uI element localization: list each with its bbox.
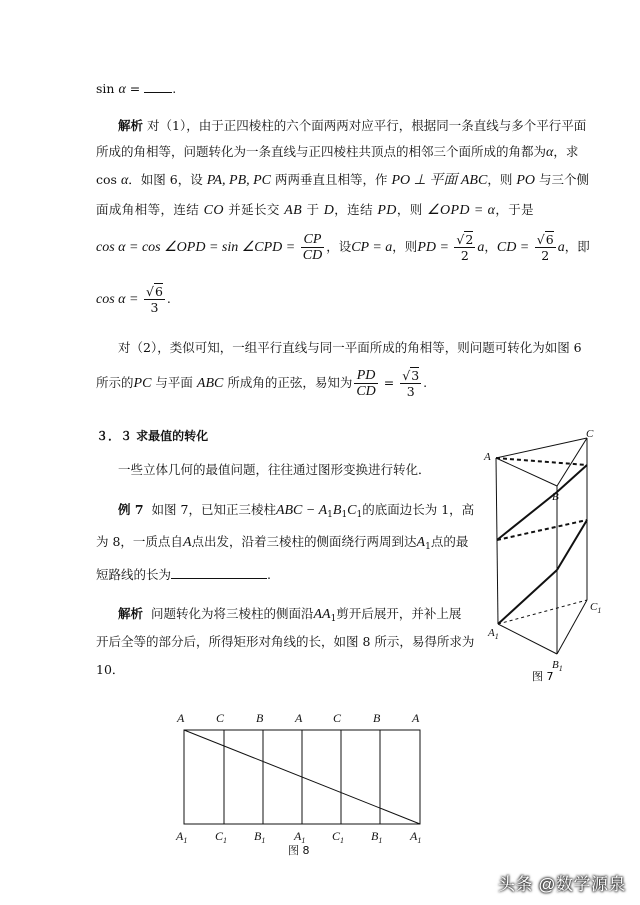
q-eq: = <box>125 81 145 96</box>
s7-l1c: 剪开后展开，并补上展 <box>336 606 462 621</box>
p1-l4k: ，于是 <box>495 202 535 217</box>
ex-l2a: 为 8，一质点自 <box>96 534 183 549</box>
answer-blank <box>144 80 172 93</box>
ex-sub1: 1 <box>327 510 333 520</box>
bottom-label: $A_1$ <box>176 829 188 845</box>
p2-l2d: ABC <box>196 376 224 391</box>
ex-l3b: . <box>267 567 271 582</box>
figure-7-caption: 图 7 <box>532 670 554 683</box>
section-intro-text: 一些立体几何的最值问题，往往通过图形变换进行转化． <box>118 462 431 477</box>
top-label: A <box>177 711 185 725</box>
label-C: C <box>586 428 594 440</box>
question-line <box>96 80 176 98</box>
p1-l5c: CP = a <box>351 240 393 255</box>
sqrt-6: √6 <box>536 232 554 247</box>
p1-l3g: PO <box>516 173 535 188</box>
top-label: A <box>412 711 420 725</box>
p1-l5h: CD = <box>496 240 533 255</box>
label-C1: $C_1$ <box>590 601 602 615</box>
sqrt-2: √2 <box>456 232 474 247</box>
p2-l2c: 与平面 <box>155 375 193 390</box>
frac-sqrt6-2 <box>535 232 556 263</box>
solution-line-2 <box>96 144 578 161</box>
s7-l1b: AA <box>313 607 331 622</box>
p1-l3c: PA, PB, PC <box>206 173 272 188</box>
frac-num: CP <box>301 232 324 248</box>
p2-l2a: 所示的 <box>96 375 134 390</box>
example-line-2 <box>96 534 468 555</box>
p1-l5d: ，则 <box>392 239 418 254</box>
p1-l5f: a <box>477 240 485 255</box>
s7-l2: 开后全等的部分后，所得矩形对角线的长，如图 8 所示，易得所求为 <box>96 634 475 649</box>
p2-l2e: 所成角的正弦，易知为 <box>227 375 353 390</box>
p1-l4j: ∠OPD = α <box>427 203 496 218</box>
frac-pd-cd <box>354 368 377 399</box>
ex-l1c: B <box>332 503 342 518</box>
ex-l3a: 短路线的长为 <box>96 567 172 582</box>
figure-7-prism <box>482 428 612 688</box>
p2-l2f: . <box>423 375 428 390</box>
top-label: B <box>256 711 264 725</box>
p1-alpha: α <box>546 145 554 160</box>
solution-line-1 <box>118 118 586 134</box>
p1-alpha-2: α <box>120 173 129 188</box>
sqrt-3: √3 <box>402 368 420 383</box>
bottom-label: $C_1$ <box>332 829 345 845</box>
bottom-label: $B_1$ <box>254 829 266 845</box>
solution-line-3 <box>96 172 589 189</box>
example-answer-blank <box>171 566 267 579</box>
ex-sub2: 1 <box>341 510 348 520</box>
sol7-label: 解析 <box>118 606 144 621</box>
watermark: 头条 @数学源泉 <box>498 875 626 894</box>
sol7-line-2 <box>96 634 474 650</box>
frac-cd: CD <box>356 384 376 399</box>
p1-l3f: ，则 <box>487 172 513 187</box>
top-label: C <box>333 711 342 725</box>
bottom-label: $A_1$ <box>294 829 306 845</box>
solution-line-4 <box>96 202 534 219</box>
sqrt-3-rad: 3 <box>411 368 420 383</box>
p1-l4h: PD <box>377 203 397 218</box>
s7-l3: 10． <box>96 662 125 677</box>
p2-eq: = <box>379 375 399 390</box>
frac-den: CD <box>302 248 323 263</box>
sqrt-6b: √6 <box>145 284 163 299</box>
p1-l4a: 面成角相等，连结 <box>96 202 200 217</box>
p1-l4c: 并延长交 <box>228 202 280 217</box>
bottom-label: $B_1$ <box>371 829 383 845</box>
frac-den-3: 2 <box>541 248 550 263</box>
sol7-line-3 <box>96 662 124 678</box>
ex-sub3: 1 <box>356 510 363 520</box>
p1-l3e: PO ⊥ 平面 ABC <box>391 173 488 188</box>
p1-l5e: PD = <box>417 240 453 255</box>
edge-A1B1 <box>498 624 557 654</box>
label-A1: $A_1$ <box>488 627 499 641</box>
p1-l4g: ，连结 <box>334 202 373 217</box>
p1-l4e: 于 <box>306 202 320 217</box>
p2-l1: 对（2），类似可知，一组平行直线与同一平面所成的角相等，则问题可转化为如图 6 <box>118 340 582 355</box>
sqrt-6b-rad: 6 <box>154 284 163 299</box>
ex-l1d: C <box>347 503 357 518</box>
ex-l1b: ABC − A <box>275 503 328 518</box>
ex-l2d: A <box>416 535 426 550</box>
p1-l6b: . <box>166 291 171 306</box>
ex-l2-sub: 1 <box>425 542 431 552</box>
para2-line-2 <box>96 368 427 399</box>
example-line-3 <box>96 566 271 583</box>
label-A: A <box>484 451 491 463</box>
frac-den-4: 3 <box>150 300 159 315</box>
ex-l1a: 如图 7，已知正三棱柱 <box>151 502 276 517</box>
s7-l1a: 问题转化为将三棱柱的侧面沿 <box>150 606 314 621</box>
top-label: A <box>295 711 303 725</box>
frac-sqrt2-2 <box>454 232 475 263</box>
p1-l3d: 两两垂直且相等，作 <box>275 172 388 187</box>
section-intro <box>118 462 431 478</box>
ex-l2c: 点出发，沿着三棱柱的侧面绕行两周到达 <box>191 534 417 549</box>
frac-den-2: 2 <box>460 248 469 263</box>
label-B1: $B_1$ <box>552 659 563 673</box>
p1-l4b: CO <box>203 203 224 218</box>
edge-C1B1 <box>557 600 587 654</box>
para2-line-1 <box>118 340 582 356</box>
ex-l2b: A <box>182 535 192 550</box>
p1-l3b: ．如图 6，设 <box>128 172 203 187</box>
sqrt-2-rad: 2 <box>465 232 474 247</box>
p1-l2b: ，求 <box>553 144 579 159</box>
sol7-line-1 <box>118 606 461 627</box>
q-prefix: sin <box>96 81 115 96</box>
p1-l5j: ，即 <box>564 239 590 254</box>
frac-den-5: 3 <box>406 384 415 399</box>
bottom-label: $C_1$ <box>215 829 228 845</box>
ex-l1e: 的底面边长为 1，高 <box>362 502 475 517</box>
ex-l2e: 点的最 <box>430 534 469 549</box>
p1-l4i: ，则 <box>396 202 423 217</box>
edge-AC <box>496 438 587 458</box>
path-seg-5 <box>557 520 587 570</box>
p1-l5b: ，设 <box>326 239 352 254</box>
p1-l5a: cos α = cos ∠OPD = sin ∠CPD = <box>96 240 299 255</box>
p1-l4f: D <box>323 203 335 218</box>
label-B: B <box>552 491 559 503</box>
figure-8-caption: 图 8 <box>288 844 310 856</box>
frac-cp-cd <box>301 232 324 263</box>
frac-sqrt3-3 <box>400 368 421 399</box>
bottom-label: $A_1$ <box>410 829 422 845</box>
p1-l5g: ， <box>484 239 497 254</box>
example-label: 例 7 <box>118 502 144 517</box>
s7-sub: 1 <box>330 614 337 624</box>
solution-line-6 <box>96 284 171 315</box>
example-line-1 <box>118 502 474 523</box>
frac-pd: PD <box>354 368 377 384</box>
figure-8-unfolded <box>170 706 440 856</box>
p1-l3h: 与三个侧 <box>538 172 589 187</box>
p1-l6a: cos α = <box>96 292 142 307</box>
p1-l4d: AB <box>284 203 303 218</box>
q-alpha: α <box>118 82 126 97</box>
edge-AA1 <box>496 458 498 624</box>
top-label: B <box>373 711 381 725</box>
p1-l3a: cos <box>96 172 117 187</box>
solution-label: 解析 <box>118 118 144 133</box>
section-heading: ３．３ 求最值的转化 <box>96 429 209 443</box>
q-tail: . <box>172 81 177 96</box>
frac-sqrt6-3 <box>144 284 165 315</box>
sqrt-6-rad: 6 <box>545 232 554 247</box>
p1-l1: 对（1），由于正四棱柱的六个面两两对应平行，根据同一条直线与多个平行平面 <box>147 118 587 133</box>
p1-l2a: 所成的角相等，问题转化为一条直线与正四棱柱共顶点的相邻三个面所成的角都为 <box>96 144 547 159</box>
p1-l5i: a <box>557 240 565 255</box>
p2-l2b: PC <box>133 376 152 391</box>
top-label: C <box>216 711 225 725</box>
solution-line-5 <box>96 232 590 263</box>
